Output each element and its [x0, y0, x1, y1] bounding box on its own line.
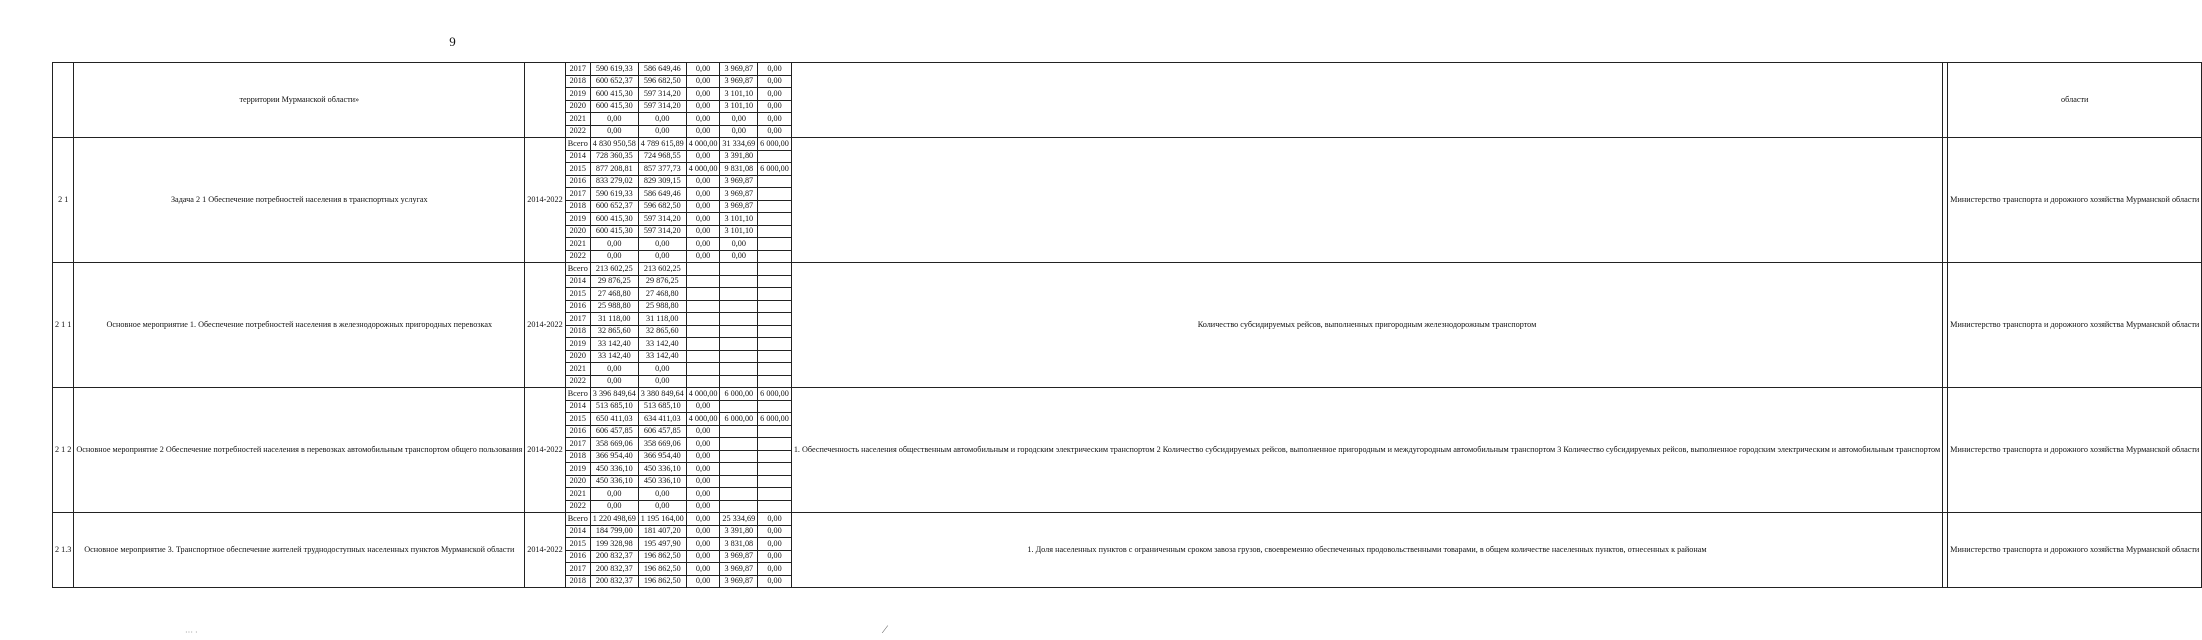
federal-cell: 0,00: [686, 575, 720, 588]
other-cell: [758, 450, 792, 463]
other-cell: [758, 225, 792, 238]
executor-cell: Министерство транспорта и дорожного хозяйства Мурманской области: [1948, 263, 2202, 388]
federal-cell: [686, 288, 720, 301]
other-cell: [758, 238, 792, 251]
regional-cell: 0,00: [638, 488, 686, 501]
local-cell: 3 101,10: [720, 100, 758, 113]
federal-cell: 0,00: [686, 563, 720, 576]
total-cell: 513 685,10: [590, 400, 638, 413]
federal-cell: 0,00: [686, 125, 720, 138]
federal-cell: 0,00: [686, 175, 720, 188]
federal-cell: 4 000,00: [686, 138, 720, 151]
other-cell: [758, 400, 792, 413]
federal-cell: [686, 275, 720, 288]
year-cell: 2022: [565, 500, 590, 513]
period-cell: 2014-2022: [525, 263, 565, 388]
total-cell: 606 457,85: [590, 425, 638, 438]
local-cell: 0,00: [720, 125, 758, 138]
federal-cell: [686, 263, 720, 276]
total-cell: 4 830 950,58: [590, 138, 638, 151]
local-cell: [720, 475, 758, 488]
year-cell: 2021: [565, 238, 590, 251]
other-cell: [758, 188, 792, 201]
table-row: [53, 513, 2202, 526]
executor-cell: Министерство транспорта и дорожного хозяйства Мурманской области: [1948, 138, 2202, 263]
federal-cell: 0,00: [686, 150, 720, 163]
other-cell: 0,00: [758, 75, 792, 88]
year-cell: 2018: [565, 75, 590, 88]
total-cell: 200 832,37: [590, 563, 638, 576]
year-cell: 2017: [565, 188, 590, 201]
row-code: 2 1 2: [53, 388, 74, 513]
federal-cell: 0,00: [686, 488, 720, 501]
table-row: [53, 138, 2202, 151]
regional-cell: 597 314,20: [638, 225, 686, 238]
year-cell: 2021: [565, 363, 590, 376]
other-cell: [758, 275, 792, 288]
federal-cell: 0,00: [686, 475, 720, 488]
year-cell: 2022: [565, 375, 590, 388]
total-cell: 32 865,60: [590, 325, 638, 338]
other-cell: 0,00: [758, 513, 792, 526]
table-row: [53, 263, 2202, 276]
other-cell: [758, 175, 792, 188]
regional-cell: 450 336,10: [638, 463, 686, 476]
local-cell: [720, 263, 758, 276]
local-cell: [720, 425, 758, 438]
federal-cell: 0,00: [686, 450, 720, 463]
local-cell: [720, 375, 758, 388]
other-cell: 6 000,00: [758, 388, 792, 401]
year-cell: 2014: [565, 275, 590, 288]
total-cell: 590 619,33: [590, 188, 638, 201]
table-row: [53, 63, 2202, 76]
total-cell: 0,00: [590, 113, 638, 126]
federal-cell: 0,00: [686, 238, 720, 251]
federal-cell: 0,00: [686, 438, 720, 451]
federal-cell: [686, 325, 720, 338]
local-cell: 3 969,87: [720, 200, 758, 213]
federal-cell: [686, 350, 720, 363]
other-cell: [758, 338, 792, 351]
measure-name: территории Мурманской области»: [74, 63, 525, 138]
federal-cell: 0,00: [686, 500, 720, 513]
federal-cell: 0,00: [686, 225, 720, 238]
total-cell: 33 142,40: [590, 338, 638, 351]
regional-cell: 724 968,55: [638, 150, 686, 163]
local-cell: 6 000,00: [720, 388, 758, 401]
regional-cell: 33 142,40: [638, 350, 686, 363]
other-cell: 0,00: [758, 63, 792, 76]
regional-cell: 31 118,00: [638, 313, 686, 326]
total-cell: 0,00: [590, 363, 638, 376]
total-cell: 184 799,00: [590, 525, 638, 538]
regional-cell: 829 309,15: [638, 175, 686, 188]
program-table: [52, 62, 2202, 588]
year-cell: 2022: [565, 125, 590, 138]
regional-cell: 27 468,80: [638, 288, 686, 301]
regional-cell: 597 314,20: [638, 88, 686, 101]
local-cell: 3 969,87: [720, 563, 758, 576]
total-cell: 833 279,02: [590, 175, 638, 188]
other-cell: [758, 463, 792, 476]
regional-cell: 358 669,06: [638, 438, 686, 451]
total-cell: 200 832,37: [590, 575, 638, 588]
year-cell: 2015: [565, 288, 590, 301]
total-cell: 0,00: [590, 238, 638, 251]
other-cell: [758, 313, 792, 326]
indicator-cell: [791, 63, 1942, 138]
year-cell: 2016: [565, 300, 590, 313]
other-cell: [758, 438, 792, 451]
year-cell: Всего: [565, 263, 590, 276]
federal-cell: 0,00: [686, 213, 720, 226]
federal-cell: 0,00: [686, 425, 720, 438]
other-cell: [758, 375, 792, 388]
local-cell: [720, 338, 758, 351]
local-cell: [720, 450, 758, 463]
total-cell: 600 415,30: [590, 225, 638, 238]
year-cell: 2021: [565, 488, 590, 501]
executor-cell: Министерство транспорта и дорожного хозяйства Мурманской области: [1948, 388, 2202, 513]
other-cell: [758, 500, 792, 513]
local-cell: [720, 438, 758, 451]
other-cell: [758, 475, 792, 488]
local-cell: 3 969,87: [720, 75, 758, 88]
regional-cell: 596 682,50: [638, 75, 686, 88]
local-cell: [720, 500, 758, 513]
total-cell: 600 652,37: [590, 75, 638, 88]
year-cell: Всего: [565, 513, 590, 526]
regional-cell: 196 862,50: [638, 563, 686, 576]
local-cell: [720, 463, 758, 476]
measure-name: Основное мероприятие 3. Транспортное обеспечение жителей труднодоступных населенных пунктов Мурманской области: [74, 513, 525, 588]
other-cell: 6 000,00: [758, 413, 792, 426]
federal-cell: 0,00: [686, 250, 720, 263]
indicator-cell: Количество субсидируемых рейсов, выполненных пригородным железнодорожным транспортом: [791, 263, 1942, 388]
edge-mark: ⁄: [884, 622, 887, 636]
other-cell: 6 000,00: [758, 138, 792, 151]
federal-cell: [686, 338, 720, 351]
local-cell: [720, 325, 758, 338]
table-body: [53, 63, 2202, 588]
year-cell: 2018: [565, 200, 590, 213]
regional-cell: 586 649,46: [638, 63, 686, 76]
other-cell: [758, 263, 792, 276]
local-cell: 3 101,10: [720, 213, 758, 226]
total-cell: 0,00: [590, 375, 638, 388]
regional-cell: 513 685,10: [638, 400, 686, 413]
regional-cell: 196 862,50: [638, 550, 686, 563]
federal-cell: 4 000,00: [686, 413, 720, 426]
total-cell: 0,00: [590, 488, 638, 501]
regional-cell: 0,00: [638, 363, 686, 376]
total-cell: 25 988,80: [590, 300, 638, 313]
local-cell: 3 969,87: [720, 550, 758, 563]
row-code: [53, 63, 74, 138]
federal-cell: 0,00: [686, 463, 720, 476]
other-cell: [758, 425, 792, 438]
year-cell: 2019: [565, 338, 590, 351]
total-cell: 358 669,06: [590, 438, 638, 451]
year-cell: 2019: [565, 88, 590, 101]
federal-cell: 0,00: [686, 400, 720, 413]
other-cell: [758, 250, 792, 263]
local-cell: 3 969,87: [720, 175, 758, 188]
other-cell: 0,00: [758, 113, 792, 126]
local-cell: [720, 488, 758, 501]
year-cell: 2016: [565, 175, 590, 188]
regional-cell: 181 407,20: [638, 525, 686, 538]
other-cell: [758, 288, 792, 301]
local-cell: 3 969,87: [720, 188, 758, 201]
total-cell: 27 468,80: [590, 288, 638, 301]
local-cell: [720, 288, 758, 301]
other-cell: [758, 200, 792, 213]
total-cell: 600 652,37: [590, 200, 638, 213]
table-row: [53, 388, 2202, 401]
other-cell: 0,00: [758, 575, 792, 588]
federal-cell: [686, 363, 720, 376]
page-number: 9: [449, 34, 456, 49]
regional-cell: 0,00: [638, 250, 686, 263]
year-cell: 2014: [565, 150, 590, 163]
other-cell: 6 000,00: [758, 163, 792, 176]
federal-cell: [686, 375, 720, 388]
regional-cell: 0,00: [638, 125, 686, 138]
total-cell: 450 336,10: [590, 463, 638, 476]
total-cell: 600 415,30: [590, 100, 638, 113]
indicator-cell: 1. Доля населенных пунктов с ограниченным сроком завоза грузов, своевременно обеспеченных продовольственными товарами, в общем количестве населенных пунктов, отнесенных к районам: [791, 513, 1942, 588]
total-cell: 1 220 498,69: [590, 513, 638, 526]
other-cell: 0,00: [758, 538, 792, 551]
total-cell: 213 602,25: [590, 263, 638, 276]
regional-cell: 0,00: [638, 113, 686, 126]
total-cell: 33 142,40: [590, 350, 638, 363]
other-cell: 0,00: [758, 100, 792, 113]
local-cell: [720, 313, 758, 326]
executor-cell: области: [1948, 63, 2202, 138]
total-cell: 728 360,35: [590, 150, 638, 163]
year-cell: 2017: [565, 438, 590, 451]
local-cell: 0,00: [720, 113, 758, 126]
total-cell: 600 415,30: [590, 88, 638, 101]
local-cell: 9 831,08: [720, 163, 758, 176]
local-cell: 3 391,80: [720, 525, 758, 538]
federal-cell: 0,00: [686, 63, 720, 76]
total-cell: 600 415,30: [590, 213, 638, 226]
regional-cell: 1 195 164,00: [638, 513, 686, 526]
row-code: 2 1: [53, 138, 74, 263]
year-cell: 2020: [565, 100, 590, 113]
local-cell: 3 969,87: [720, 63, 758, 76]
year-cell: 2017: [565, 563, 590, 576]
total-cell: 0,00: [590, 250, 638, 263]
regional-cell: 857 377,73: [638, 163, 686, 176]
regional-cell: 597 314,20: [638, 100, 686, 113]
federal-cell: [686, 313, 720, 326]
total-cell: 0,00: [590, 125, 638, 138]
other-cell: 0,00: [758, 563, 792, 576]
regional-cell: 0,00: [638, 238, 686, 251]
year-cell: 2019: [565, 463, 590, 476]
federal-cell: 0,00: [686, 550, 720, 563]
regional-cell: 0,00: [638, 375, 686, 388]
regional-cell: 195 497,90: [638, 538, 686, 551]
year-cell: 2015: [565, 538, 590, 551]
total-cell: 590 619,33: [590, 63, 638, 76]
period-cell: 2014-2022: [525, 138, 565, 263]
other-cell: [758, 150, 792, 163]
other-cell: 0,00: [758, 550, 792, 563]
year-cell: 2020: [565, 350, 590, 363]
regional-cell: 0,00: [638, 500, 686, 513]
regional-cell: 213 602,25: [638, 263, 686, 276]
measure-name: Основное мероприятие 2 Обеспечение потребностей населения в перевозках автомобильным транспортом общего пользования: [74, 388, 525, 513]
total-cell: 450 336,10: [590, 475, 638, 488]
year-cell: 2016: [565, 550, 590, 563]
federal-cell: 4 000,00: [686, 388, 720, 401]
total-cell: 0,00: [590, 500, 638, 513]
federal-cell: 0,00: [686, 525, 720, 538]
year-cell: 2017: [565, 63, 590, 76]
local-cell: [720, 363, 758, 376]
total-cell: 29 876,25: [590, 275, 638, 288]
total-cell: 366 954,40: [590, 450, 638, 463]
federal-cell: 0,00: [686, 513, 720, 526]
year-cell: 2020: [565, 225, 590, 238]
total-cell: 199 328,98: [590, 538, 638, 551]
federal-cell: 0,00: [686, 113, 720, 126]
other-cell: [758, 488, 792, 501]
regional-cell: 597 314,20: [638, 213, 686, 226]
other-cell: 0,00: [758, 88, 792, 101]
regional-cell: 606 457,85: [638, 425, 686, 438]
year-cell: 2018: [565, 575, 590, 588]
regional-cell: 366 954,40: [638, 450, 686, 463]
year-cell: 2021: [565, 113, 590, 126]
federal-cell: 0,00: [686, 75, 720, 88]
federal-cell: 0,00: [686, 200, 720, 213]
other-cell: [758, 350, 792, 363]
local-cell: [720, 400, 758, 413]
local-cell: 6 000,00: [720, 413, 758, 426]
federal-cell: 0,00: [686, 188, 720, 201]
total-cell: 200 832,37: [590, 550, 638, 563]
regional-cell: 33 142,40: [638, 338, 686, 351]
total-cell: 650 411,03: [590, 413, 638, 426]
regional-cell: 32 865,60: [638, 325, 686, 338]
federal-cell: 4 000,00: [686, 163, 720, 176]
local-cell: 0,00: [720, 250, 758, 263]
local-cell: 3 831,08: [720, 538, 758, 551]
local-cell: 31 334,69: [720, 138, 758, 151]
other-cell: [758, 325, 792, 338]
federal-cell: [686, 300, 720, 313]
local-cell: 3 391,80: [720, 150, 758, 163]
executor-cell: Министерство транспорта и дорожного хозяйства Мурманской области: [1948, 513, 2202, 588]
local-cell: 3 969,87: [720, 575, 758, 588]
local-cell: [720, 300, 758, 313]
row-code: 2 1 1: [53, 263, 74, 388]
regional-cell: 596 682,50: [638, 200, 686, 213]
local-cell: [720, 350, 758, 363]
local-cell: 3 101,10: [720, 225, 758, 238]
regional-cell: 450 336,10: [638, 475, 686, 488]
federal-cell: 0,00: [686, 88, 720, 101]
year-cell: 2015: [565, 163, 590, 176]
regional-cell: 196 862,50: [638, 575, 686, 588]
year-cell: 2018: [565, 450, 590, 463]
period-cell: 2014-2022: [525, 513, 565, 588]
year-cell: 2014: [565, 525, 590, 538]
other-cell: 0,00: [758, 525, 792, 538]
local-cell: 3 101,10: [720, 88, 758, 101]
local-cell: 25 334,69: [720, 513, 758, 526]
total-cell: 877 208,81: [590, 163, 638, 176]
other-cell: [758, 363, 792, 376]
indicator-cell: [791, 138, 1942, 263]
other-cell: 0,00: [758, 125, 792, 138]
year-cell: 2016: [565, 425, 590, 438]
year-cell: Всего: [565, 138, 590, 151]
row-code: 2 1.3: [53, 513, 74, 588]
regional-cell: 25 988,80: [638, 300, 686, 313]
total-cell: 31 118,00: [590, 313, 638, 326]
year-cell: 2022: [565, 250, 590, 263]
period-cell: 2014-2022: [525, 388, 565, 513]
period-cell: [525, 63, 565, 138]
year-cell: 2019: [565, 213, 590, 226]
year-cell: 2014: [565, 400, 590, 413]
regional-cell: 4 789 615,89: [638, 138, 686, 151]
year-cell: Всего: [565, 388, 590, 401]
year-cell: 2018: [565, 325, 590, 338]
federal-cell: 0,00: [686, 100, 720, 113]
year-cell: 2015: [565, 413, 590, 426]
regional-cell: 3 380 849,64: [638, 388, 686, 401]
regional-cell: 29 876,25: [638, 275, 686, 288]
measure-name: Основное мероприятие 1. Обеспечение потребностей населения в железнодорожных пригородных перевозках: [74, 263, 525, 388]
scan-mark: ··· ·: [185, 628, 198, 637]
local-cell: [720, 275, 758, 288]
indicator-cell: 1. Обеспеченность населения общественным автомобильным и городским электрическим транспортом 2 Количество субсидируемых рейсов, выполненное пригородным и междугородным автомобильным транспортом 3 Количество субсидируемых рейсов, выполненное городским электрическим и автомобильным транспортом: [791, 388, 1942, 513]
federal-cell: 0,00: [686, 538, 720, 551]
other-cell: [758, 300, 792, 313]
year-cell: 2020: [565, 475, 590, 488]
regional-cell: 586 649,46: [638, 188, 686, 201]
local-cell: 0,00: [720, 238, 758, 251]
measure-name: Задача 2 1 Обеспечение потребностей населения в транспортных услугах: [74, 138, 525, 263]
total-cell: 3 396 849,64: [590, 388, 638, 401]
other-cell: [758, 213, 792, 226]
year-cell: 2017: [565, 313, 590, 326]
regional-cell: 634 411,03: [638, 413, 686, 426]
